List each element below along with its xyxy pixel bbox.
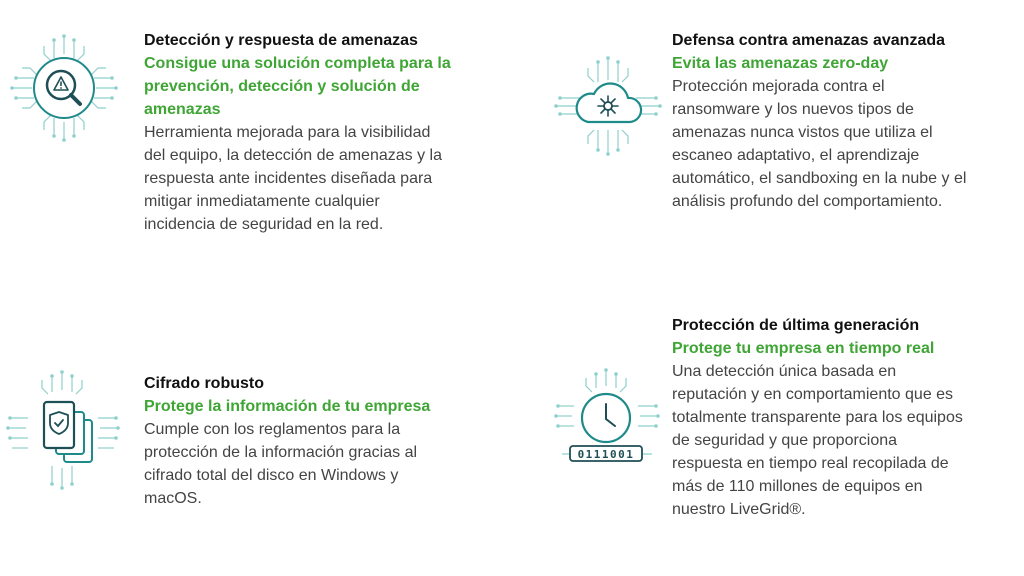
feature-subtitle-line: Consigue una solución completa para la <box>144 55 451 72</box>
feature-subtitle-line: Protege tu empresa en tiempo real <box>672 340 935 357</box>
feature-description-line: escaneo adaptativo, el aprendizaje <box>672 147 920 164</box>
magnifier-warning-icon <box>8 32 120 144</box>
feature-description-line: Protección mejorada contra el <box>672 78 885 95</box>
feature-description-line: ransomware y los nuevos tipos de <box>672 101 914 118</box>
feature-description-line: macOS. <box>144 490 202 507</box>
feature-description-line: análisis profundo del comportamiento. <box>672 193 943 210</box>
feature-subtitle-line: amenazas <box>144 101 221 118</box>
feature-description-line: automático, el sandboxing en la nube y el <box>672 170 967 187</box>
feature-description <box>672 360 1022 521</box>
feature-description-line: Herramienta mejorada para la visibilidad <box>144 124 431 141</box>
feature-description-line: respuesta en tiempo real recopilada de <box>672 455 949 472</box>
feature-subtitle <box>672 52 1022 75</box>
feature-description-line: totalmente transparente para los equipos <box>672 409 963 426</box>
feature-description-line: respuesta ante incidentes diseñada para <box>144 170 433 187</box>
feature-description-line: incidencia de seguridad en la red. <box>144 216 384 233</box>
feature-subtitle <box>144 52 504 121</box>
feature-description-line: del equipo, la detección de amenazas y la <box>144 147 442 164</box>
feature-description <box>144 418 504 510</box>
feature-description-line: Una detección única basada en <box>672 363 897 380</box>
shield-documents-icon <box>4 368 122 492</box>
clock-binary-icon <box>552 366 662 478</box>
feature-subtitle-line: Evita las amenazas zero-day <box>672 55 889 72</box>
feature-subtitle-line: prevención, detección y solución de <box>144 78 420 95</box>
feature-description-line: reputación y en comportamiento que es <box>672 386 954 403</box>
feature-description-line: cifrado total del disco en Windows y <box>144 467 399 484</box>
feature-description <box>672 75 1022 213</box>
feature-title: Defensa contra amenazas avanzada <box>672 32 946 49</box>
feature-title: Cifrado robusto <box>144 375 264 392</box>
feature-description-line: de seguridad y que proporciona <box>672 432 898 449</box>
feature-subtitle <box>144 395 504 418</box>
feature-description <box>144 121 504 236</box>
cloud-virus-icon <box>552 50 664 162</box>
feature-description-line: protección de la información gracias al <box>144 444 418 461</box>
binary-text: 0111001 <box>577 448 635 461</box>
feature-description-line: mitigar inmediatamente cualquier <box>144 193 380 210</box>
feature-description-line: más de 110 millones de equipos en <box>672 478 923 495</box>
feature-title: Detección y respuesta de amenazas <box>144 32 418 49</box>
feature-subtitle <box>672 337 1022 360</box>
feature-subtitle-line: Protege la información de tu empresa <box>144 398 431 415</box>
feature-title: Protección de última generación <box>672 317 920 334</box>
feature-description-line: amenazas nunca vistos que utiliza el <box>672 124 933 141</box>
feature-description-line: nuestro LiveGrid®. <box>672 501 806 518</box>
feature-description-line: Cumple con los reglamentos para la <box>144 421 401 438</box>
